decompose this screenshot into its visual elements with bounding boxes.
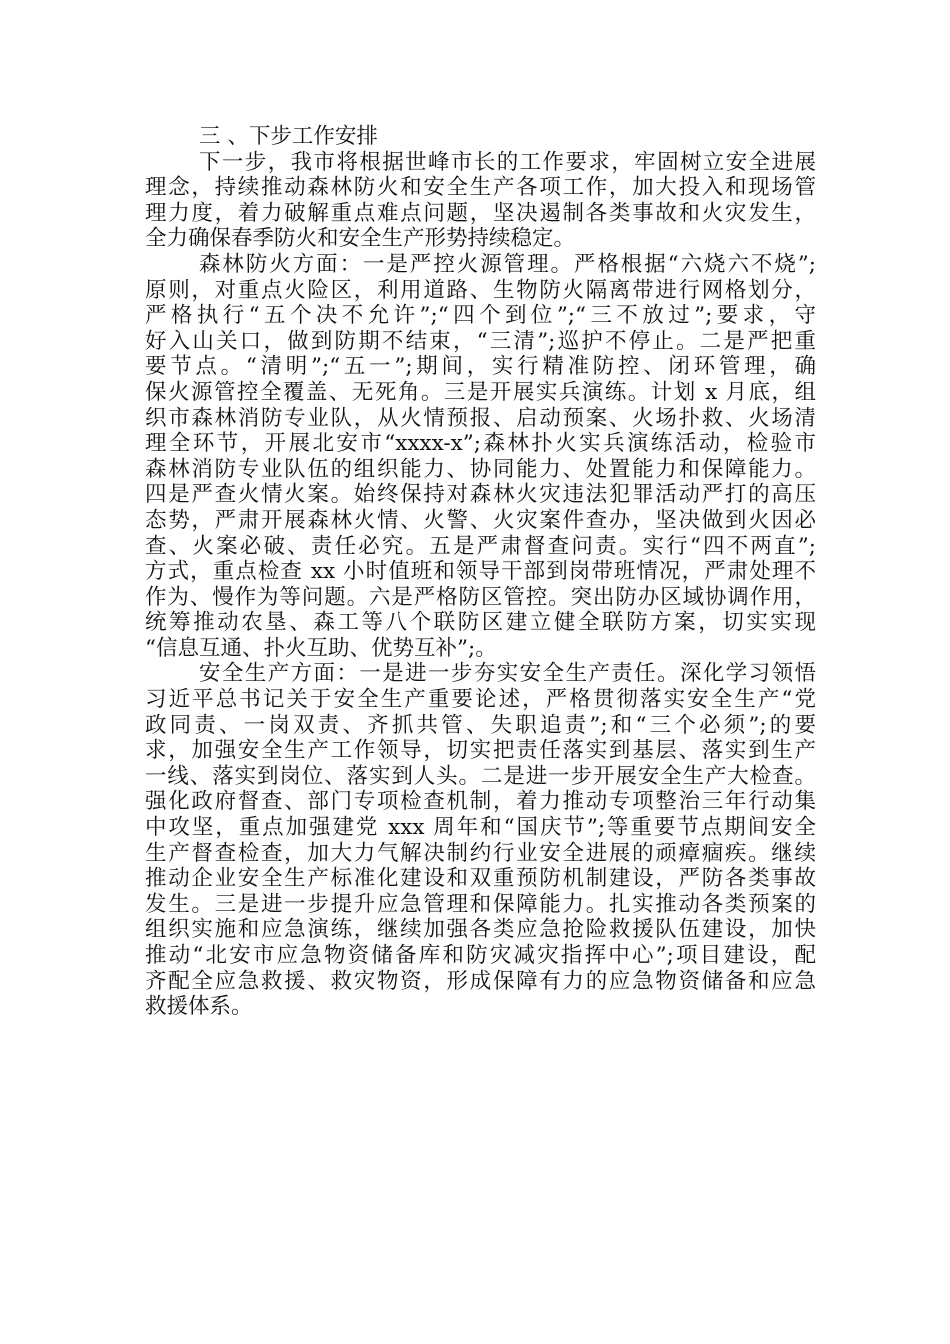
text-line: 理全环节，开展北安市“xxxx-x”;森林扑火实兵演练活动，检验市 (145, 431, 816, 457)
text-line: 救援体系。 (145, 994, 253, 1020)
text-line: 习近平总书记关于安全生产重要论述，严格贯彻落实安全生产“党 (145, 687, 816, 713)
document-body (145, 124, 816, 1020)
text-line: 政同责、一岗双责、齐抓共管、失职追责”;和“三个必须”;的要 (145, 712, 816, 738)
text-line: 态势，严肃开展森林火情、火警、火灾案件查办，坚决做到火因必 (145, 507, 816, 533)
text-line: “信息互通、扑火互助、优势互补”;。 (145, 635, 497, 661)
text-line: 森林消防专业队伍的组织能力、协同能力、处置能力和保障能力。 (145, 456, 816, 482)
text-line: 织市森林消防专业队，从火情预报、启动预案、火场扑救、火场清 (145, 405, 816, 431)
text-line: 推动“北安市应急物资储备库和防灾减灾指挥中心”;项目建设，配 (145, 943, 816, 968)
text-line: 组织实施和应急演练，继续加强各类应急抢险救援队伍建设，加快 (145, 917, 816, 943)
text-line: 理力度，着力破解重点难点问题，坚决遏制各类事故和火灾发生， (145, 200, 816, 226)
text-line: 统筹推动农垦、森工等八个联防区建立健全联防方案，切实实现 (145, 610, 816, 636)
text-line: 作为、慢作为等问题。六是严格防区管控。突出防办区域协调作用， (145, 584, 816, 610)
text-line: 求，加强安全生产工作领导，切实把责任落实到基层、落实到生产 (145, 738, 816, 764)
text-line: 保火源管控全覆盖、无死角。三是开展实兵演练。计划 x 月底，组 (145, 379, 816, 405)
text-line: 生产督查检查，加大力气解决制约行业安全进展的顽瘴痼疾。继续 (145, 840, 816, 866)
text-line: 原则，对重点火险区，利用道路、生物防火隔离带进行网格划分， (145, 277, 816, 303)
text-line: 一线、落实到岗位、落实到人头。二是进一步开展安全生产大检查。 (145, 763, 816, 789)
paragraph-next-steps (145, 150, 816, 252)
text-line: 要节点。“清明”;“五一”;期间，实行精准防控、闭环管理，确 (145, 354, 816, 380)
text-line: 强化政府督查、部门专项检查机制，着力推动专项整治三年行动集 (145, 789, 816, 815)
paragraph-work-safety (145, 661, 816, 1019)
text-line: 四是严查火情火案。始终保持对森林火灾违法犯罪活动严打的高压 (145, 482, 816, 508)
text-line: 森林防火方面：一是严控火源管理。严格根据“六烧六不烧”; (199, 251, 816, 277)
text-line: 发生。三是进一步提升应急管理和保障能力。扎实推动各类预案的 (145, 891, 816, 917)
text-line: 齐配全应急救援、救灾物资，形成保障有力的应急物资储备和应急 (145, 968, 816, 994)
text-line: 查、火案必破、责任必究。五是严肃督查问责。实行“四不两直”; (145, 533, 816, 559)
paragraph-forest-fire (145, 252, 816, 662)
text-line: 推动企业安全生产标准化建设和双重预防机制建设，严防各类事故 (145, 866, 816, 892)
text-line: 严格执行“五个决不允许”;“四个到位”;“三不放过”;要求，守 (145, 303, 816, 329)
text-line: 中攻坚，重点加强建党 xxx 周年和“国庆节”;等重要节点期间安全 (145, 815, 816, 841)
text-line: 安全生产方面：一是进一步夯实安全生产责任。深化学习领悟 (199, 661, 816, 687)
text-line: 方式，重点检查 xx 小时值班和领导干部到岗带班情况，严肃处理不 (145, 559, 816, 585)
text-line: 全力确保春季防火和安全生产形势持续稳定。 (145, 226, 576, 252)
text-line: 好入山关口，做到防期不结束，“三清”;巡护不停止。二是严把重 (145, 328, 816, 354)
text-line: 理念，持续推动森林防火和安全生产各项工作，加大投入和现场管 (145, 175, 816, 201)
section-heading: 三 、下步工作安排 (199, 124, 378, 149)
text-line: 下一步，我市将根据世峰市长的工作要求，牢固树立安全进展 (199, 149, 816, 175)
